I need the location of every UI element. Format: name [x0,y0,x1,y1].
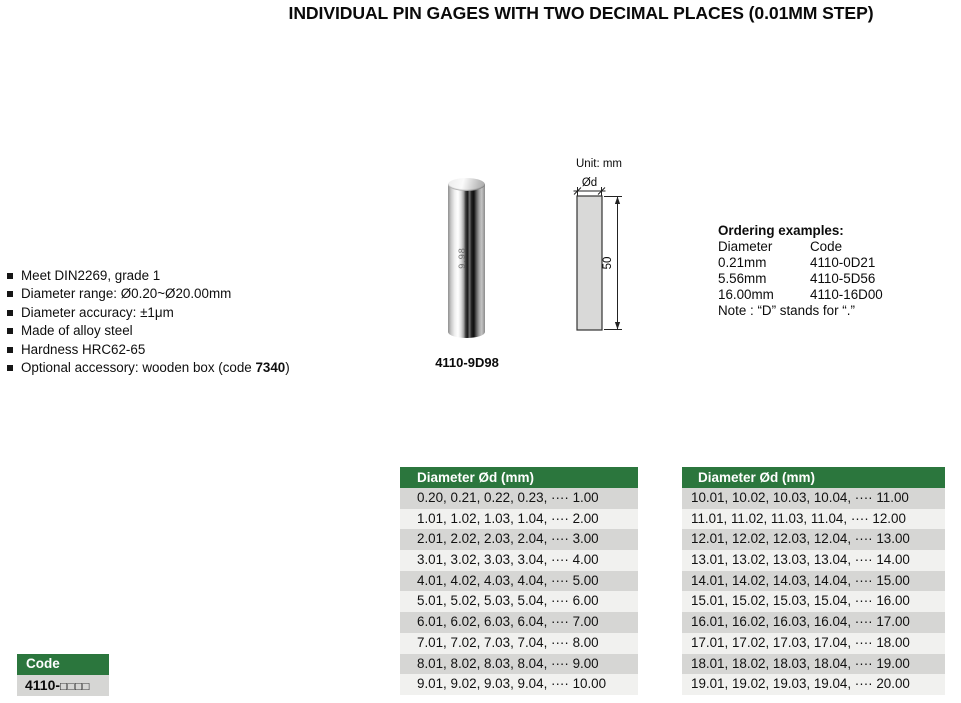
ordering-note: Note : “D” stands for “.” [718,303,855,318]
product-code-caption: 4110-9D98 [435,355,499,370]
ordering-code: 4110-16D00 [810,287,883,302]
unit-label: Unit: mm [576,158,622,170]
table-row: 16.01, 16.02, 16.03, 16.04, ···· 17.00 [682,612,945,633]
pin-gage-photo [448,178,485,338]
feature-item [7,322,290,340]
table-row: 19.01, 19.02, 19.03, 19.04, ···· 20.00 [682,674,945,695]
accessory-code: 7340 [255,360,286,376]
table-row: 4.01, 4.02, 4.03, 4.04, ···· 5.00 [400,571,638,592]
table-row: 8.01, 8.02, 8.03, 8.04, ···· 9.00 [400,654,638,675]
table-row: 11.01, 11.02, 11.03, 11.04, ···· 12.00 [682,509,945,530]
code-prefix: 4110- [25,676,61,693]
accessory-prefix: Optional accessory: wooden box (code [21,360,256,376]
ordering-diameter: 16.00mm [718,287,774,302]
ordering-examples [718,223,883,319]
dimension-drawing [570,172,640,344]
feature-item [7,341,290,359]
col-diameter: Diameter [718,239,773,254]
table-row: 0.20, 0.21, 0.22, 0.23, ···· 1.00 [400,488,638,509]
pin-top-face [448,178,485,191]
feature-list [7,267,290,377]
table-row: 17.01, 17.02, 17.03, 17.04, ···· 18.00 [682,633,945,654]
feature-text: Made of alloy steel [21,323,133,339]
table-header: Diameter Ød (mm) [682,467,945,488]
ordering-diameter: 5.56mm [718,271,767,286]
bullet-square-icon [7,365,13,371]
table-row: 3.01, 3.02, 3.03, 3.04, ···· 4.00 [400,550,638,571]
table-rows [400,488,638,695]
accessory-suffix: ) [285,360,290,376]
length-dim-label: 50 [602,256,614,270]
ordering-heading: Ordering examples: [718,223,844,238]
pin-engraving: 9.98 [456,247,467,269]
table-row: 5.01, 5.02, 5.03, 5.04, ···· 6.00 [400,591,638,612]
diameter-dim-label: Ød [581,177,598,189]
table-row: 15.01, 15.02, 15.03, 15.04, ···· 16.00 [682,591,945,612]
feature-text: Hardness HRC62-65 [21,341,146,357]
feature-item [7,359,290,377]
page-title: INDIVIDUAL PIN GAGES WITH TWO DECIMAL PLACES (0.01MM STEP) [288,3,874,23]
bullet-square-icon [7,328,13,334]
ordering-diameter: 0.21mm [718,255,767,270]
bullet-square-icon [7,347,13,353]
table-row: 12.01, 12.02, 12.03, 12.04, ···· 13.00 [682,529,945,550]
col-code: Code [810,239,843,254]
table-row: 1.01, 1.02, 1.03, 1.04, ···· 2.00 [400,509,638,530]
feature-text: Diameter range: Ø0.20~Ø20.00mm [21,286,232,302]
code-box-value [17,675,109,696]
table-row: 14.01, 14.02, 14.03, 14.04, ···· 15.00 [682,571,945,592]
diameter-table-left [400,467,638,695]
ordering-column-headers [718,239,883,255]
feature-text: Diameter accuracy: ±1μm [21,304,174,320]
bullet-square-icon [7,310,13,316]
order-code-box [17,654,109,696]
table-row: 6.01, 6.02, 6.03, 6.04, ···· 7.00 [400,612,638,633]
feature-text [21,359,290,377]
feature-text: Meet DIN2269, grade 1 [21,268,161,283]
ordering-row [718,271,883,287]
table-rows [682,488,945,695]
code-placeholder-squares: □□□□ [60,680,90,693]
table-row: 2.01, 2.02, 2.03, 2.04, ···· 3.00 [400,529,638,550]
ordering-row [718,255,883,271]
bullet-square-icon [7,291,13,297]
feature-item [7,267,290,285]
table-row: 9.01, 9.02, 9.03, 9.04, ···· 10.00 [400,674,638,695]
diameter-table-right [682,467,945,695]
bullet-square-icon [7,273,13,279]
feature-item [7,285,290,303]
table-row: 18.01, 18.02, 18.03, 18.04, ···· 19.00 [682,654,945,675]
table-row: 13.01, 13.02, 13.03, 13.04, ···· 14.00 [682,550,945,571]
pin-outline-rect [577,196,602,330]
code-box-header: Code [17,654,109,675]
feature-item [7,304,290,322]
table-row: 10.01, 10.02, 10.03, 10.04, ···· 11.00 [682,488,945,509]
ordering-code: 4110-0D21 [810,255,876,270]
ordering-code: 4110-5D56 [810,271,876,286]
table-row: 7.01, 7.02, 7.03, 7.04, ···· 8.00 [400,633,638,654]
table-header: Diameter Ød (mm) [400,467,638,488]
ordering-row [718,287,883,303]
